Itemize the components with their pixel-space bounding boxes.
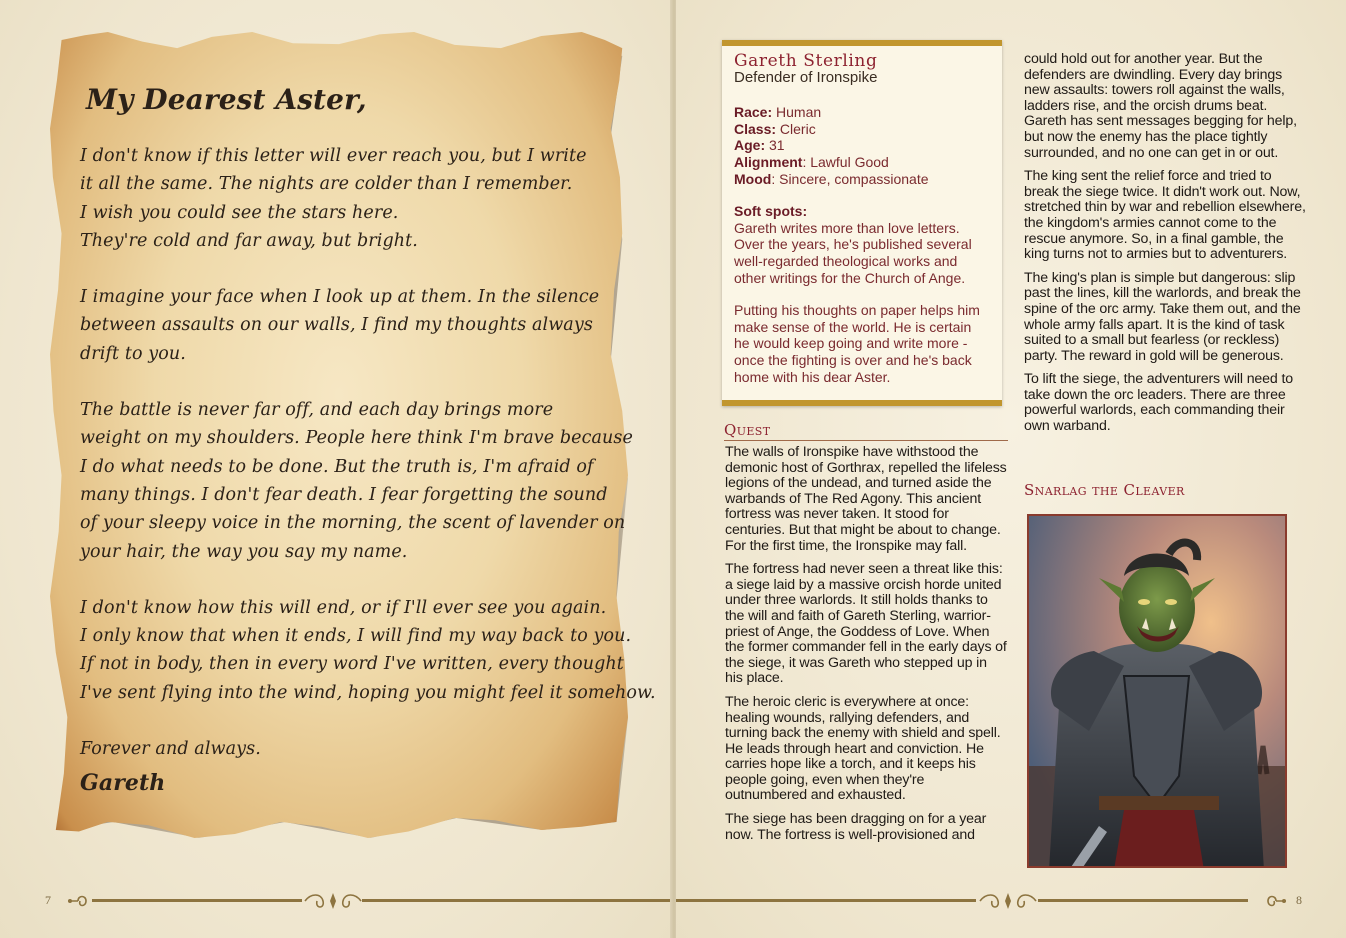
quest-body <box>725 445 1007 851</box>
page-number-right: 8 <box>1296 893 1302 907</box>
letter-paragraph <box>80 396 633 566</box>
letter-line: drift to you. <box>80 343 186 364</box>
npc-soft-spots-text: Putting his thoughts on paper helps him make sense of the world. He is certain he would keep going and write more - once the fighting is over and he's back home with his dear Aster. <box>734 302 980 385</box>
footer-rule <box>92 899 302 902</box>
footer-rule <box>676 899 976 902</box>
body-paragraph: could hold out for another year. But the defenders are dwindling. Every day brings new assaults: towers roll against the walls, ladders rise, and the orcish drums beat. Gareth has sent messages begging for help, but now the enemy has the place tightly surrounded, and no one can get in or out. <box>1024 51 1297 161</box>
letter-line: If not in body, then in every word I've written, every thought <box>80 654 624 675</box>
letter-line: I don't know if this letter will ever reach you, but I write <box>80 146 587 166</box>
letter-line: your hair, the way you say my name. <box>80 541 408 562</box>
npc-stat-alignment: Alignment: Lawful Good <box>734 153 889 170</box>
npc-title: Defender of Ironspike <box>734 68 878 86</box>
letter-line: I do what needs to be done. But the truth is, I'm afraid of <box>80 456 594 477</box>
footer-rule <box>1038 899 1248 902</box>
letter-paragraph <box>80 142 620 255</box>
npc-name: Gareth Sterling <box>734 51 878 71</box>
letter-line: I only know that when it ends, I will find my way back to you. <box>80 626 632 647</box>
letter-paragraph <box>80 594 656 707</box>
fleur-ornament-icon <box>303 890 363 912</box>
letter-greeting: My Dearest Aster, <box>86 83 367 116</box>
footer-rule <box>362 899 672 902</box>
letter-line: of your sleepy voice in the morning, the scent of lavender on <box>80 513 626 534</box>
scroll-ornament-icon <box>1242 890 1290 912</box>
letter-line: I imagine your face when I look up at them. In the silence <box>80 287 600 308</box>
quest-paragraph: The fortress had never seen a threat like this: a siege laid by a massive orcish horde united under three warlords. It still holds thanks to the will and faith of Gareth Sterling, warrior-priest of Ange, the Goddess of Love. When the former commander fell in the early days of the siege, it was Gareth who stepped up in his place. <box>725 561 1007 687</box>
body-paragraph: The king's plan is simple but dangerous: slip past the lines, kill the warlords, and break the spine of the orc army. Take them out, and the whole army falls apart. It is the kind of task suited to a small but fearless (or reckless) party. The reward in gold will be generous. <box>1024 269 1301 364</box>
letter-closing: Forever and always. <box>80 739 261 760</box>
orc-warlord-illustration <box>1027 514 1287 868</box>
letter-line: I've sent flying into the wind, hoping you might feel it somehow. <box>80 682 656 703</box>
quest-paragraph: The walls of Ironspike have withstood the demonic host of Gorthrax, repelled the lifeless legions of the undead, and turned aside the warbands of The Red Agony. This ancient fortress was never taken. It stood for centuries. But that might be about to change. For the first time, the Ironspike may fall. <box>725 444 1007 554</box>
body-paragraph: To lift the siege, the adventurers will need to take down the orc leaders. There are three powerful warlords, each commanding their own warband. <box>1024 371 1293 435</box>
body-paragraph: The king sent the relief force and tried to break the siege twice. It didn't work out. Now, stretched thin by war and rebellion elsewhere, the kingdom's armies cannot come to the rescue anymore. So, in a final gamble, the king turns not to armies but to adventurers. <box>1024 168 1306 263</box>
quest-paragraph: The heroic cleric is everywhere at once: healing wounds, rallying defenders, and turning back the enemy with shield and spell. He leads through heart and conviction. He carries hope like a torch, and it keeps his people going, even when they're outnumbered and exhausted. <box>725 693 1001 804</box>
npc-stat-race: Race: Human <box>734 104 822 121</box>
orc-portrait-icon <box>1029 516 1287 868</box>
letter-line: The battle is never far off, and each day brings more <box>80 400 554 421</box>
parchment-letter <box>50 32 656 838</box>
npc-stat-box <box>722 40 1002 406</box>
letter-line: between assaults on our walls, I find my thoughts always <box>80 315 593 336</box>
letter-line: I wish you could see the stars here. <box>80 202 399 223</box>
quest-heading: Quest <box>724 421 1008 441</box>
letter-paragraph <box>80 283 620 368</box>
npc-stat-class: Class: Cleric <box>734 120 816 137</box>
letter-line: They're cold and far away, but bright. <box>80 230 418 251</box>
letter-line: many things. I don't fear death. I fear forgetting the sound <box>80 484 608 505</box>
warlord-heading: Snarlag the Cleaver <box>1024 481 1185 499</box>
npc-stat-mood: Mood: Sincere, compassionate <box>734 170 929 187</box>
npc-soft-spots-text: Gareth writes more than love letters. Over the years, he's published several well-regarded theological works and other writings for the Church of Ange. <box>734 219 972 286</box>
letter-text <box>80 80 656 798</box>
letter-signature: Gareth <box>80 770 166 797</box>
letter-line: I don't know how this will end, or if I'll ever see you again. <box>80 597 607 618</box>
left-page <box>0 0 672 938</box>
fleur-ornament-icon <box>978 890 1038 912</box>
letter-line: weight on my shoulders. People here think I'm brave because <box>80 428 633 449</box>
npc-stat-age: Age: 31 <box>734 137 785 154</box>
letter-line: it all the same. The nights are colder than I remember. <box>80 174 573 195</box>
page-number-left: 7 <box>45 893 51 907</box>
npc-soft-spots-label: Soft spots: <box>734 203 808 220</box>
column-two-text <box>1024 52 1306 443</box>
quest-paragraph: The siege has been dragging on for a year now. The fortress is well-provisioned and <box>725 811 987 843</box>
